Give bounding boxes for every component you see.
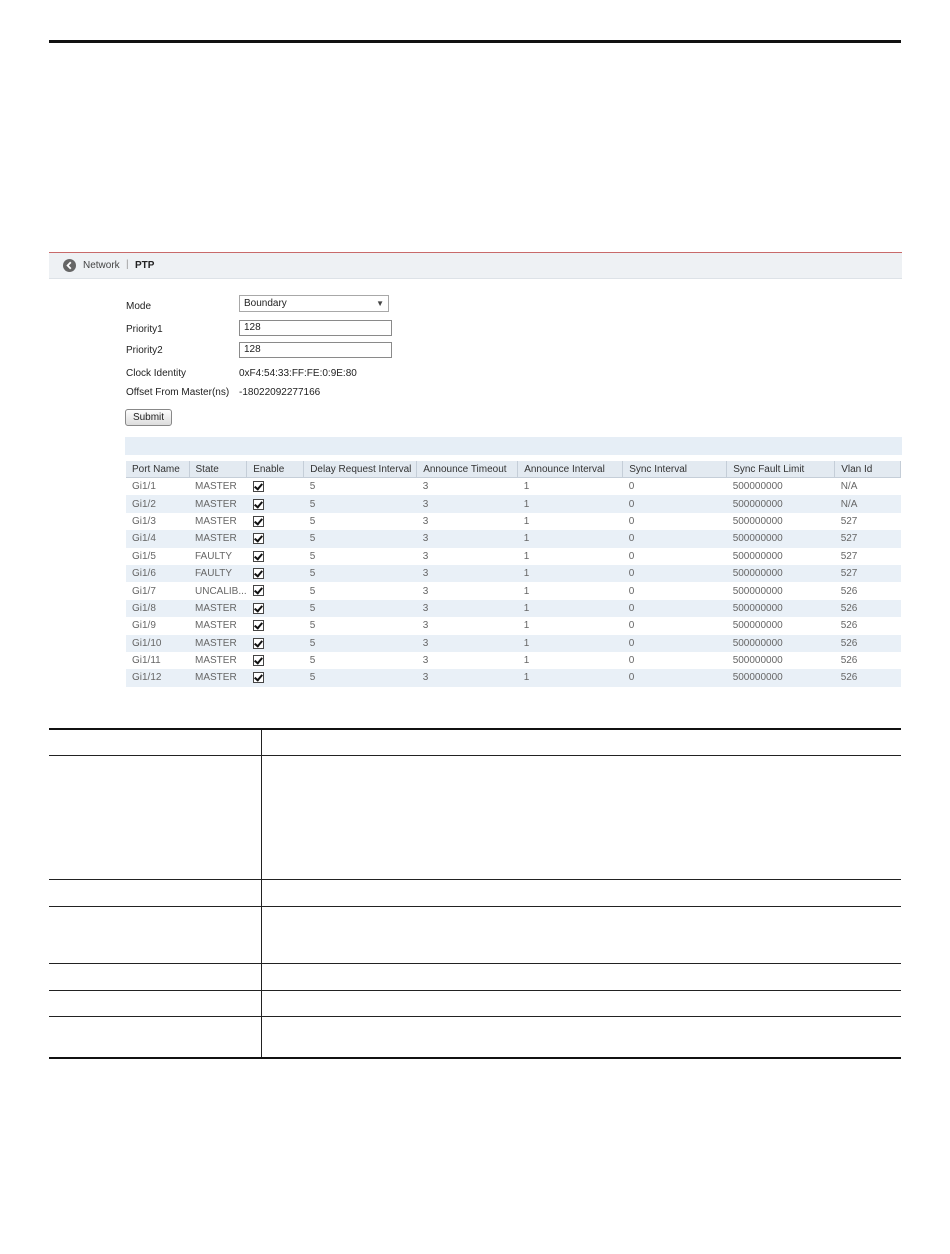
delay-request-interval-cell: 5 (304, 565, 417, 582)
sync-fault-limit-cell: 500000000 (732, 481, 783, 493)
delay-request-interval-cell: 5 (304, 635, 417, 652)
enable-cell (247, 530, 304, 547)
checkbox-checked-icon[interactable] (253, 655, 264, 666)
state-cell: MASTER (189, 530, 247, 547)
checkbox-checked-icon[interactable] (253, 533, 264, 544)
delay-request-interval-cell: 5 (304, 530, 417, 547)
description-cell (262, 879, 902, 906)
delay-request-interval-cell: 5 (309, 585, 316, 597)
enable-cell (247, 617, 304, 634)
checkbox-checked-icon[interactable] (253, 568, 264, 579)
enable-cell (247, 669, 304, 686)
delay-request-interval-cell: 5 (309, 481, 316, 493)
offset-from-master-label: Offset From Master(ns) (126, 387, 230, 398)
sync-fault-limit-cell: 500000000 (732, 620, 783, 632)
sync-fault-limit-cell: 500000000 (727, 530, 835, 547)
delay-request-interval-cell: 5 (304, 669, 417, 686)
enable-cell (247, 652, 304, 669)
description-table-row (49, 906, 901, 963)
announce-interval-cell: 1 (518, 495, 623, 512)
table-row[interactable] (126, 652, 901, 669)
announce-interval-cell: 1 (518, 635, 623, 652)
port-name-cell: Gi1/4 (126, 530, 189, 547)
table-toolbar-band (125, 437, 902, 455)
column-header-announce-timeout[interactable]: Announce Timeout (417, 461, 518, 478)
state-cell: MASTER (189, 495, 247, 512)
description-cell (49, 963, 262, 990)
table-row[interactable] (126, 600, 901, 617)
submit-button[interactable]: Submit (125, 409, 172, 426)
description-cell (262, 729, 902, 755)
column-header-announce-interval[interactable]: Announce Interval (518, 461, 623, 478)
description-cell (49, 879, 262, 906)
description-cell (262, 963, 902, 990)
announce-timeout-cell: 3 (422, 585, 429, 597)
announce-timeout-cell: 3 (422, 620, 429, 632)
vlan-id-cell: 527 (840, 550, 858, 562)
mode-label: Mode (126, 301, 152, 312)
table-row[interactable] (126, 548, 901, 565)
port-name-cell: Gi1/3 (132, 515, 156, 527)
port-name-cell: Gi1/1 (132, 481, 156, 493)
ptp-screenshot (49, 252, 902, 688)
back-arrow-icon[interactable] (63, 259, 76, 272)
table-row[interactable] (126, 478, 901, 496)
port-name-cell: Gi1/9 (132, 620, 156, 632)
enable-cell (247, 513, 304, 530)
announce-timeout-cell: 3 (417, 495, 518, 512)
vlan-id-cell: 526 (835, 600, 901, 617)
checkbox-checked-icon[interactable] (253, 638, 264, 649)
state-cell: UNCALIB... (195, 585, 247, 597)
description-cell (262, 990, 902, 1016)
table-row[interactable] (126, 582, 901, 599)
offset-from-master-value: -18022092277166 (239, 387, 321, 398)
sync-fault-limit-cell: 500000000 (732, 585, 783, 597)
breadcrumb (49, 253, 902, 279)
checkbox-checked-icon[interactable] (253, 620, 264, 631)
announce-timeout-cell: 3 (422, 481, 429, 493)
state-cell: MASTER (189, 600, 247, 617)
announce-interval-cell: 1 (523, 515, 530, 527)
state-cell: MASTER (195, 515, 237, 527)
description-table (49, 728, 901, 1059)
column-header-delay-request-interval[interactable]: Delay Request Interval (304, 461, 417, 478)
announce-interval-cell: 1 (523, 620, 530, 632)
description-cell (262, 906, 902, 963)
port-name-cell: Gi1/10 (126, 635, 189, 652)
enable-cell (247, 582, 304, 599)
enable-cell (247, 635, 304, 652)
description-table-row (49, 990, 901, 1016)
delay-request-interval-cell: 5 (309, 655, 316, 667)
port-name-cell: Gi1/7 (132, 585, 156, 597)
column-header-sync-interval[interactable]: Sync Interval (623, 461, 727, 478)
vlan-id-cell: 527 (840, 515, 858, 527)
announce-interval-cell: 1 (523, 550, 530, 562)
checkbox-checked-icon[interactable] (253, 499, 264, 510)
sync-fault-limit-cell: 500000000 (727, 635, 835, 652)
announce-timeout-cell: 3 (417, 669, 518, 686)
enable-cell (247, 565, 304, 582)
table-row[interactable] (126, 565, 901, 582)
description-cell (49, 1016, 262, 1058)
priority1-input[interactable]: 128 (239, 320, 392, 336)
description-table-row (49, 963, 901, 990)
vlan-id-cell: 526 (835, 669, 901, 686)
announce-timeout-cell: 3 (422, 550, 429, 562)
column-header-enable[interactable]: Enable (247, 461, 304, 478)
sync-fault-limit-cell: 500000000 (732, 655, 783, 667)
state-cell: FAULTY (189, 565, 247, 582)
announce-interval-cell: 1 (518, 600, 623, 617)
port-name-cell: Gi1/6 (126, 565, 189, 582)
state-cell: MASTER (189, 635, 247, 652)
clock-identity-value: 0xF4:54:33:FF:FE:0:9E:80 (239, 368, 357, 379)
announce-timeout-cell: 3 (422, 515, 429, 527)
announce-interval-cell: 1 (518, 669, 623, 686)
table-row[interactable] (126, 495, 901, 512)
checkbox-checked-icon[interactable] (253, 481, 264, 492)
description-table-row (49, 879, 901, 906)
delay-request-interval-cell: 5 (309, 515, 316, 527)
vlan-id-cell: 526 (840, 620, 858, 632)
state-cell: MASTER (195, 481, 237, 493)
enable-cell (247, 548, 304, 565)
ptp-port-table (126, 461, 901, 687)
description-cell (49, 990, 262, 1016)
vlan-id-cell: 526 (840, 655, 858, 667)
announce-timeout-cell: 3 (417, 530, 518, 547)
announce-interval-cell: 1 (523, 481, 530, 493)
sync-interval-cell: 0 (623, 565, 727, 582)
description-cell (262, 1016, 902, 1058)
table-header-row (126, 461, 901, 478)
sync-interval-cell: 0 (623, 669, 727, 686)
port-name-cell: Gi1/8 (126, 600, 189, 617)
sync-fault-limit-cell: 500000000 (727, 495, 835, 512)
state-cell: FAULTY (195, 550, 233, 562)
sync-interval-cell: 0 (628, 515, 635, 527)
column-header-vlan-id[interactable]: Vlan Id (835, 461, 901, 478)
port-name-cell: Gi1/5 (132, 550, 156, 562)
enable-cell (247, 495, 304, 512)
priority1-label: Priority1 (126, 324, 163, 335)
sync-fault-limit-cell: 500000000 (727, 600, 835, 617)
vlan-id-cell: 526 (840, 585, 858, 597)
sync-interval-cell: 0 (623, 495, 727, 512)
state-cell: MASTER (189, 669, 247, 686)
announce-timeout-cell: 3 (422, 655, 429, 667)
port-name-cell: Gi1/12 (126, 669, 189, 686)
description-cell (49, 906, 262, 963)
sync-interval-cell: 0 (623, 530, 727, 547)
page-title: PTP (135, 260, 155, 271)
column-header-sync-fault-limit[interactable]: Sync Fault Limit (727, 461, 835, 478)
chevron-down-icon: ▼ (376, 299, 384, 308)
port-name-cell: Gi1/11 (132, 655, 161, 667)
delay-request-interval-cell: 5 (304, 495, 417, 512)
state-cell: MASTER (195, 655, 237, 667)
enable-cell (247, 478, 304, 496)
description-cell (49, 729, 262, 755)
enable-cell (247, 600, 304, 617)
vlan-id-cell: 526 (835, 635, 901, 652)
announce-interval-cell: 1 (518, 530, 623, 547)
delay-request-interval-cell: 5 (304, 600, 417, 617)
description-table-row (49, 755, 901, 879)
vlan-id-cell: 527 (835, 565, 901, 582)
checkbox-checked-icon[interactable] (253, 603, 264, 614)
announce-interval-cell: 1 (523, 655, 530, 667)
announce-interval-cell: 1 (523, 585, 530, 597)
sync-fault-limit-cell: 500000000 (727, 669, 835, 686)
sync-interval-cell: 0 (623, 600, 727, 617)
breadcrumb-separator: | (126, 259, 129, 270)
sync-fault-limit-cell: 500000000 (732, 550, 783, 562)
description-cell (262, 755, 902, 879)
priority2-label: Priority2 (126, 345, 163, 356)
announce-timeout-cell: 3 (417, 600, 518, 617)
table-row[interactable] (126, 669, 901, 686)
sync-interval-cell: 0 (628, 655, 635, 667)
column-header-state[interactable]: State (189, 461, 247, 478)
vlan-id-cell: N/A (835, 495, 901, 512)
mode-select-value: Boundary (244, 298, 287, 309)
table-row[interactable] (126, 513, 901, 530)
breadcrumb-network-link[interactable]: Network (83, 260, 120, 271)
announce-timeout-cell: 3 (417, 565, 518, 582)
description-table-row (49, 729, 901, 755)
sync-interval-cell: 0 (628, 481, 635, 493)
announce-timeout-cell: 3 (417, 635, 518, 652)
sync-fault-limit-cell: 500000000 (732, 515, 783, 527)
sync-interval-cell: 0 (628, 620, 635, 632)
table-row[interactable] (126, 617, 901, 634)
checkbox-checked-icon[interactable] (253, 551, 264, 562)
port-name-cell: Gi1/2 (126, 495, 189, 512)
column-header-port-name[interactable]: Port Name (126, 461, 189, 478)
table-row[interactable] (126, 635, 901, 652)
delay-request-interval-cell: 5 (309, 620, 316, 632)
delay-request-interval-cell: 5 (309, 550, 316, 562)
mode-select[interactable] (239, 295, 389, 312)
checkbox-checked-icon[interactable] (253, 672, 264, 683)
checkbox-checked-icon[interactable] (253, 585, 264, 596)
vlan-id-cell: N/A (840, 481, 858, 493)
sync-interval-cell: 0 (628, 585, 635, 597)
sync-interval-cell: 0 (623, 635, 727, 652)
announce-interval-cell: 1 (518, 565, 623, 582)
checkbox-checked-icon[interactable] (253, 516, 264, 527)
sync-fault-limit-cell: 500000000 (727, 565, 835, 582)
description-cell (49, 755, 262, 879)
page-top-rule (49, 40, 901, 43)
priority2-input[interactable]: 128 (239, 342, 392, 358)
table-row[interactable] (126, 530, 901, 547)
sync-interval-cell: 0 (628, 550, 635, 562)
state-cell: MASTER (195, 620, 237, 632)
clock-identity-label: Clock Identity (126, 368, 187, 379)
description-table-row (49, 1016, 901, 1058)
vlan-id-cell: 527 (835, 530, 901, 547)
